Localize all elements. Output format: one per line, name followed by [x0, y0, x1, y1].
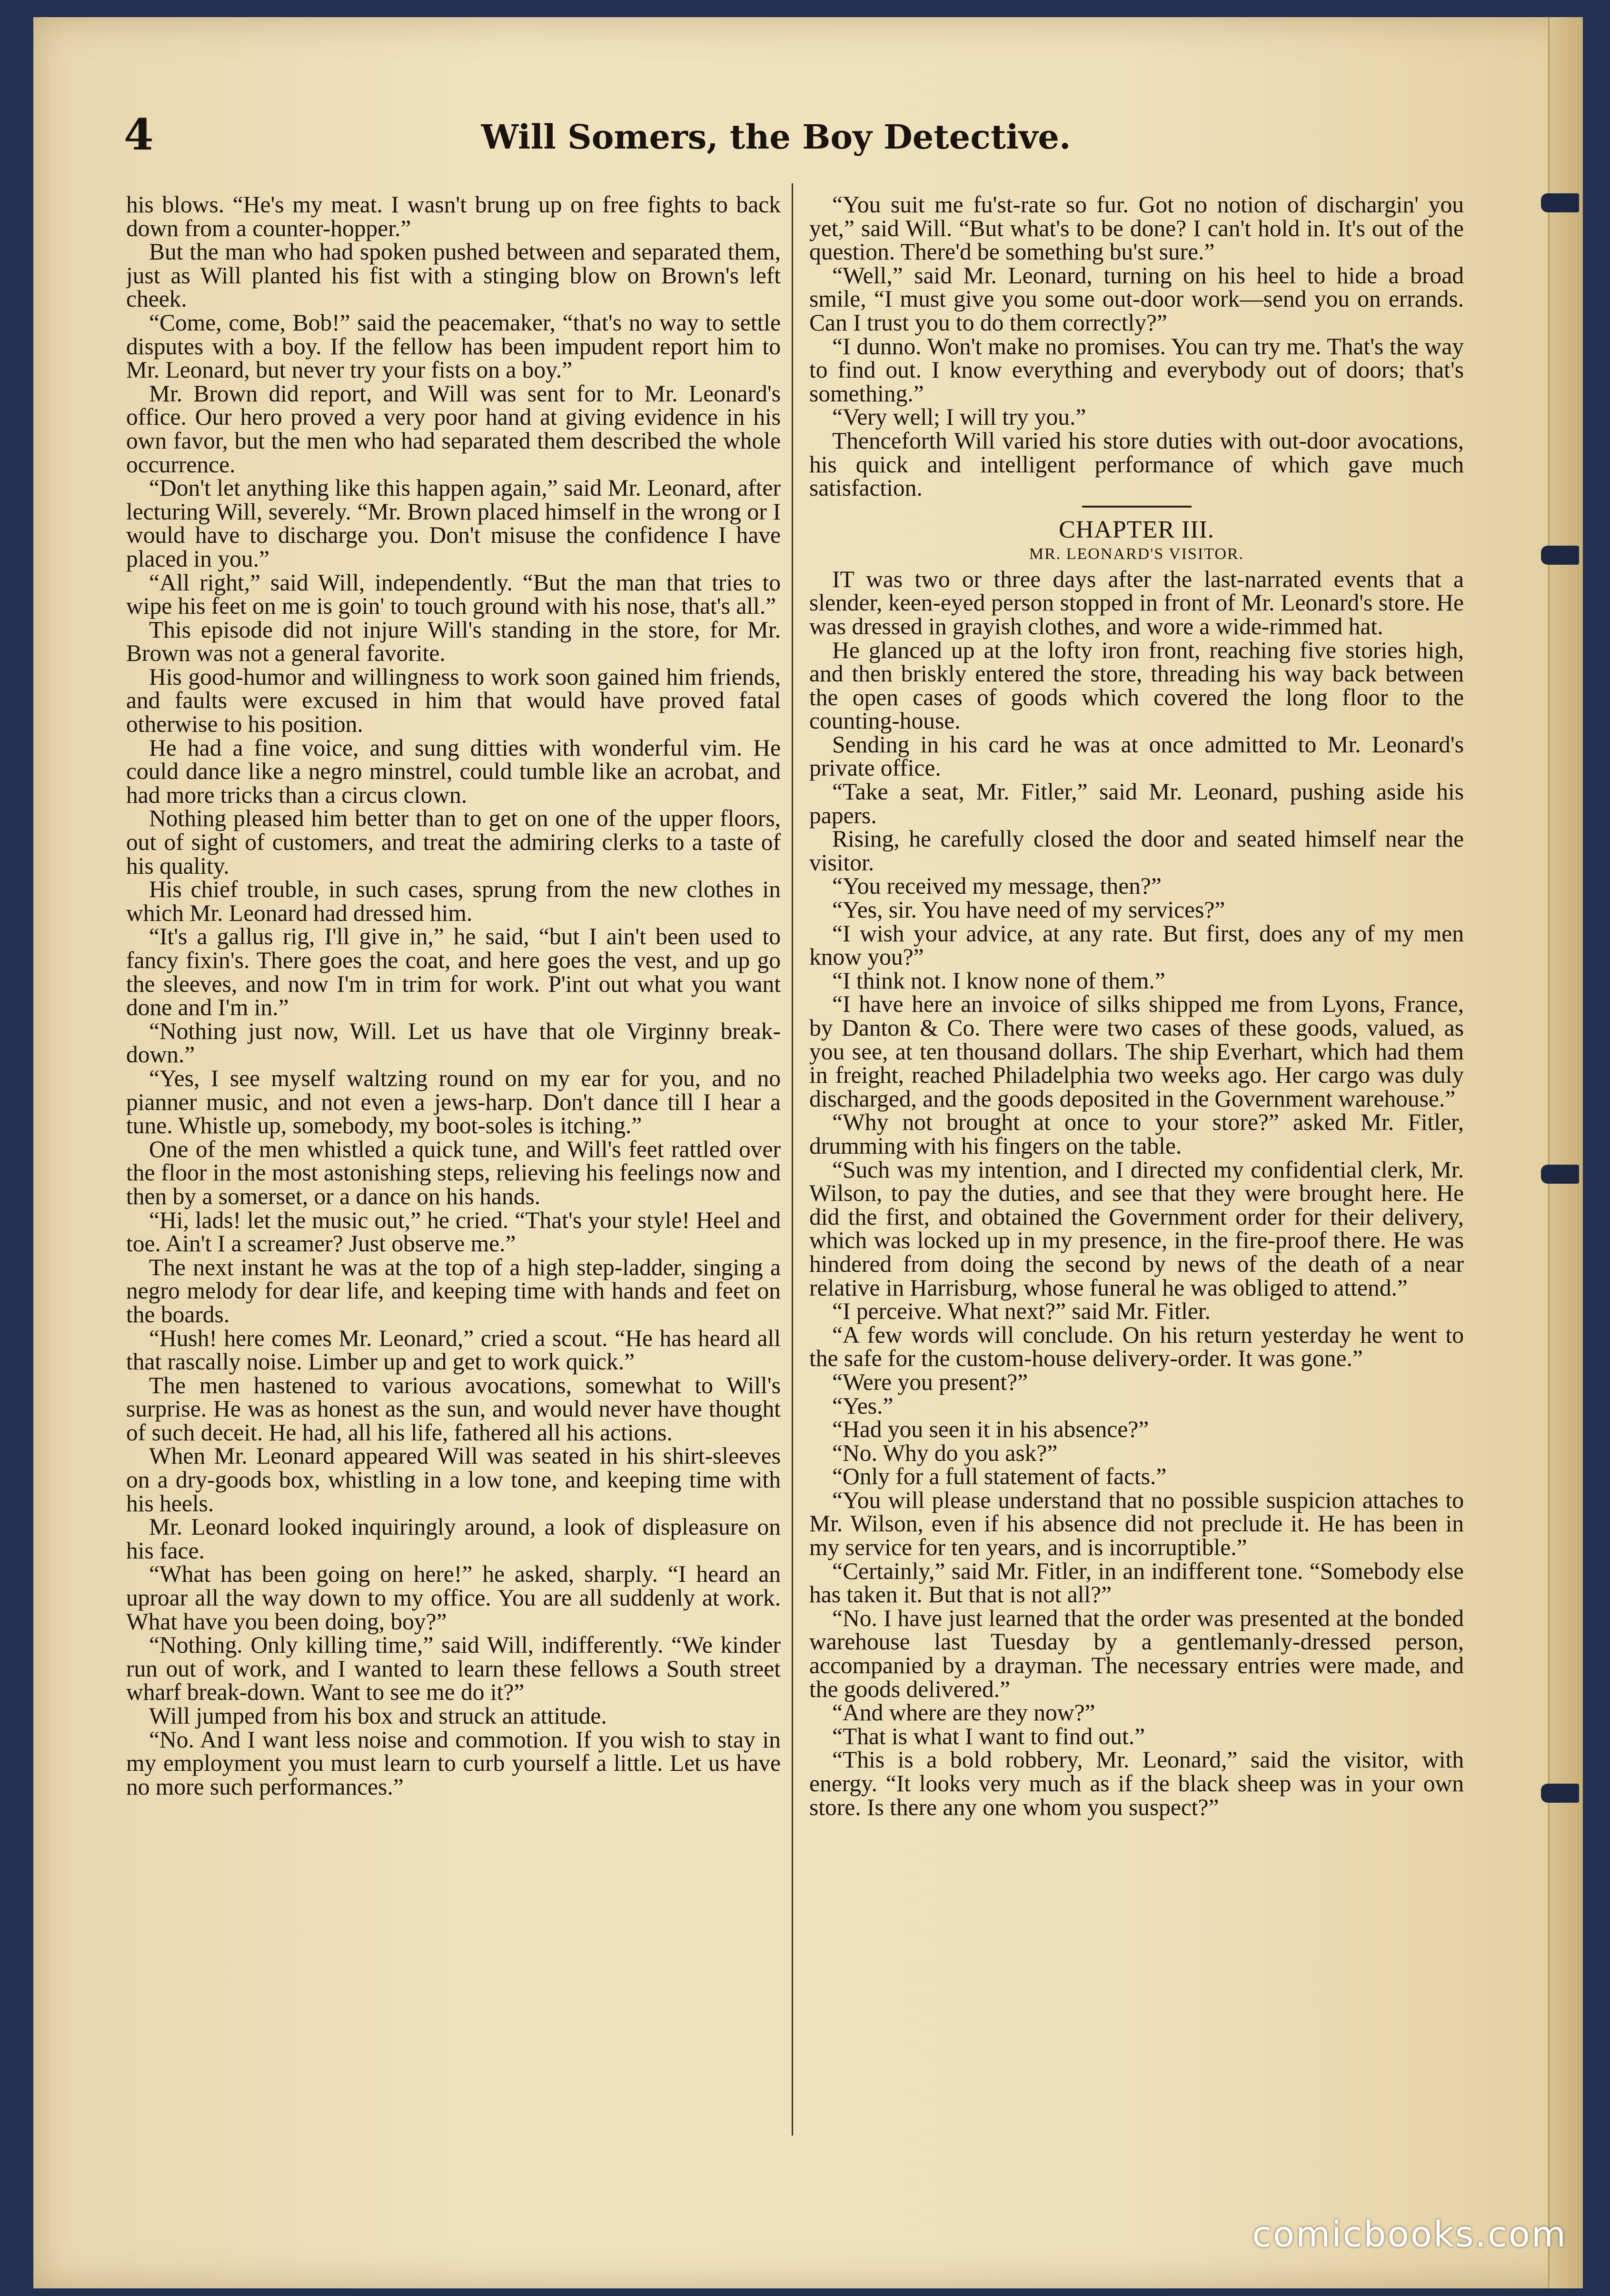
- paragraph: One of the men whistled a quick tune, and Will's feet rattled over the floor in the most astonishing steps, relieving his feelings now and then by a somerset, or a dance on his hands.: [126, 1136, 781, 1209]
- paragraph: Thenceforth Will varied his store duties with out-door avocations, his quick and intelligent performance of which gave much satisfaction.: [809, 427, 1464, 501]
- paragraph: His chief trouble, in such cases, sprung from the new clothes in which Mr. Leonard had dressed him.: [126, 876, 781, 926]
- paragraph: “I think not. I know none of them.”: [832, 967, 1165, 994]
- paragraph: “I dunno. Won't make no promises. You can try me. That's the way to find out. I know everything and everybody out of doors; that's something.”: [809, 333, 1464, 407]
- paragraph: Mr. Leonard looked inquiringly around, a look of displeasure on his face.: [126, 1514, 781, 1564]
- paragraph: “I perceive. What next?” said Mr. Fitler.: [832, 1298, 1211, 1325]
- page-number: 4: [124, 110, 154, 160]
- paragraph: “You suit me fu'st-rate so fur. Got no notion of dischargin' you yet,” said Will. “But what's to be done? I can't hold in. It's out of the question. There'd be something bu'st sure.”: [809, 193, 1464, 265]
- paragraph: Sending in his card he was at once admitted to Mr. Leonard's private office.: [809, 731, 1464, 781]
- column-divider: [792, 183, 793, 2136]
- paragraph: When Mr. Leonard appeared Will was seated in his shirt-sleeves on a dry-goods box, whistling in a low tone, and keeping time with his heels.: [126, 1443, 781, 1517]
- paragraph: IT was two or three days after the last-narrated events that a slender, keen-eyed person stopped in front of Mr. Leonard's store. He was dressed in grayish clothes, and wore a wide-rimmed hat.: [809, 566, 1464, 639]
- paragraph: “Yes.”: [832, 1392, 894, 1419]
- chapter-subtitle: MR. LEONARD'S VISITOR.: [1029, 545, 1244, 563]
- paragraph: “Come, come, Bob!” said the peacemaker, “that's no way to settle disputes with a boy. If the fellow has been impudent report him to Mr. Leonard, but never try your fists on a boy.”: [126, 309, 781, 383]
- paragraph: Rising, he carefully closed the door and seated himself near the visitor.: [809, 826, 1464, 876]
- paragraph: “Hi, lads! let the music out,” he cried. “That's your style! Heel and toe. Ain't I a screamer? Just observe me.”: [126, 1207, 781, 1257]
- paragraph: “It's a gallus rig, I'll give in,” he said, “but I ain't been used to fancy fixin's. There goes the coat, and here goes the vest, and up go the sleeves, and now I'm in trim for work. P'int out what you want done and I'm in.”: [126, 923, 781, 1021]
- page-header: [95, 110, 1457, 162]
- staple-mark: [1541, 546, 1579, 565]
- paragraph: But the man who had spoken pushed between and separated them, just as Will planted his fist with a stinging blow on Brown's left cheek.: [126, 239, 781, 312]
- paragraph: “What has been going on here!” he asked, sharply. “I heard an uproar all the way down to my office. You are all suddenly at work. What have you been doing, boy?”: [126, 1561, 781, 1635]
- paragraph: “This is a bold robbery, Mr. Leonard,” said the visitor, with energy. “It looks very much as if the black sheep was in your own store. Is there any one whom you suspect?”: [809, 1747, 1464, 1820]
- paragraph: “Were you present?”: [832, 1368, 1028, 1395]
- paragraph: “Why not brought at once to your store?” asked Mr. Fitler, drumming with his fingers on the table.: [809, 1109, 1464, 1159]
- paragraph: The men hastened to various avocations, somewhat to Will's surprise. He was as honest as the sun, and would never have thought of such deceit. He had, all his life, fathered all his actions.: [126, 1372, 781, 1446]
- paragraph: He had a fine voice, and sung ditties with wonderful vim. He could dance like a negro minstrel, could tumble like an acrobat, and had more tricks than a circus clown.: [126, 734, 781, 808]
- paragraph: his blows. “He's my meat. I wasn't brung up on free fights to back down from a counter-hopper.”: [126, 193, 781, 241]
- paragraph: “I wish your advice, at any rate. But first, does any of my men know you?”: [809, 920, 1464, 970]
- paragraph: “Well,” said Mr. Leonard, turning on his heel to hide a broad smile, “I must give you some out-door work—send you on errands. Can I trust you to do them correctly?”: [809, 262, 1464, 336]
- paragraph: “No. I have just learned that the order was presented at the bonded warehouse last Tuesday by a gentlemanly-dressed person, accompanied by a drayman. The necessary entries were made, and the goods delivered.”: [809, 1605, 1464, 1702]
- paragraph: Mr. Brown did report, and Will was sent for to Mr. Leonard's office. Our hero proved a very poor hand at giving evidence in his own favor, but the men who had separated them described the whole occurrence.: [126, 380, 781, 478]
- paragraph: Nothing pleased him better than to get on one of the upper floors, out of sight of customers, and treat the admiring clerks to a taste of his quality.: [126, 805, 781, 879]
- right-column: [809, 193, 1464, 2136]
- staple-mark: [1541, 1784, 1579, 1803]
- paragraph: “A few words will conclude. On his return yesterday he went to the safe for the custom-house delivery-order. It was gone.”: [809, 1321, 1464, 1372]
- chapter-heading: [809, 506, 1464, 565]
- paragraph: “And where are they now?”: [832, 1699, 1095, 1726]
- paragraph: “Don't let anything like this happen again,” said Mr. Leonard, after lecturing Will, severely. “Mr. Brown placed himself in the wrong or I would have to discharge you. Don't misuse the confidence I have placed in you.”: [126, 475, 781, 572]
- paragraph: “Nothing. Only killing time,” said Will, indifferently. “We kinder run out of work, and I wanted to learn these fellows a South street wharf break-down. Want to see me do it?”: [126, 1632, 781, 1706]
- paragraph: The next instant he was at the top of a high step-ladder, singing a negro melody for dear life, and keeping time with hands and feet on the boards.: [126, 1254, 781, 1328]
- paragraph: “Such was my intention, and I directed my confidential clerk, Mr. Wilson, to pay the duties, and see that they were brought here. He did the first, and obtained the Government order for their delivery, which was locked up in my presence, in the fire-proof there. He was hindered from doing the second by news of the death of a near relative in Harrisburg, whose funeral he was obliged to attend.”: [809, 1156, 1464, 1301]
- paragraph: Will jumped from his box and struck an attitude.: [149, 1703, 607, 1729]
- paragraph: “Hush! here comes Mr. Leonard,” cried a scout. “He has heard all that rascally noise. Limber up and get to work quick.”: [126, 1325, 781, 1375]
- paragraph: “All right,” said Will, independently. “But the man that tries to wipe his feet on me is goin' to touch ground with his nose, that's all.”: [126, 569, 781, 619]
- running-title: Will Somers, the Boy Detective.: [481, 117, 1071, 157]
- paragraph: “Had you seen it in his absence?”: [832, 1416, 1149, 1443]
- paragraph: “I have here an invoice of silks shipped me from Lyons, France, by Danton & Co. There were two cases of these goods, valued, as you see, at ten thousand dollars. The ship Everhart, which had them in freight, reached Philadelphia two weeks ago. Her cargo was duly discharged, and the goods deposited in the Government warehouse.”: [809, 991, 1464, 1112]
- paragraph: “Very well; I will try you.”: [832, 404, 1086, 430]
- paragraph: “Yes, sir. You have need of my services?”: [832, 897, 1225, 923]
- paragraph: This episode did not injure Will's standing in the store, for Mr. Brown was not a general favorite.: [126, 616, 781, 667]
- paragraph: “Certainly,” said Mr. Fitler, in an indifferent tone. “Somebody else has taken it. But that is not all?”: [809, 1557, 1464, 1608]
- page-spine: [1548, 17, 1583, 2288]
- paragraph: “No. And I want less noise and commotion. If you wish to stay in my employment you must learn to curb yourself a little. Let us have no more such performances.”: [126, 1726, 781, 1800]
- paragraph: “No. Why do you ask?”: [832, 1439, 1058, 1466]
- paragraph: He glanced up at the lofty iron front, reaching five stories high, and then briskly entered the store, threading his way back between the open cases of goods which covered the long floor to the counting-house.: [809, 637, 1464, 734]
- paragraph: “You will please understand that no possible suspicion attaches to Mr. Wilson, even if his absence did not preclude it. He has been in my service for ten years, and is incorruptible.”: [809, 1487, 1464, 1561]
- paragraph: “You received my message, then?”: [832, 873, 1162, 899]
- staple-mark: [1541, 1165, 1579, 1184]
- chapter-title: CHAPTER III.: [1059, 516, 1214, 543]
- paragraph: His good-humor and willingness to work soon gained him friends, and faults were excused in him that would have proved fatal otherwise to his position.: [126, 663, 781, 738]
- chapter-rule: [1082, 506, 1192, 508]
- paragraph: “Take a seat, Mr. Fitler,” said Mr. Leonard, pushing aside his papers.: [809, 779, 1464, 829]
- left-column: [126, 193, 781, 2136]
- staple-mark: [1541, 193, 1579, 212]
- watermark-text: comicbooks.com: [1252, 2214, 1567, 2255]
- paragraph: “That is what I want to find out.”: [832, 1723, 1145, 1749]
- paragraph: “Yes, I see myself waltzing round on my ear for you, and no pianner music, and not even a jews-harp. Don't dance till I hear a tune. Whistle up, somebody, my boot-soles is itching.”: [126, 1065, 781, 1139]
- paragraph: “Only for a full statement of facts.”: [832, 1463, 1167, 1490]
- paragraph: “Nothing just now, Will. Let us have that ole Virginny break-down.”: [126, 1018, 781, 1068]
